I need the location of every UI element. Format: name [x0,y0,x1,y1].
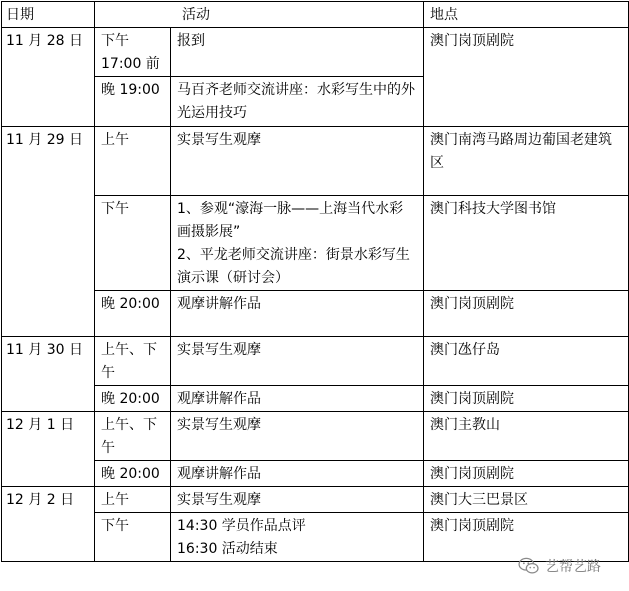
watermark [518,556,601,576]
time-cell: 上午、下午 [95,412,171,461]
table-row [2,291,629,337]
location-cell: 澳门岗顶剧院 [424,386,629,412]
time-cell: 晚 20:00 [95,291,171,337]
watermark-text: 艺帮艺路 [545,559,601,575]
activity-cell: 观摩讲解作品 [171,386,424,412]
table-row [2,196,629,291]
location-cell: 澳门科技大学图书馆 [424,196,629,291]
date-cell: 11 月 30 日 [2,337,95,412]
activity-cell: 马百齐老师交流讲座：水彩写生中的外光运用技巧 [171,77,424,127]
table-row [2,386,629,412]
table-row [2,28,629,77]
time-cell: 晚 20:00 [95,386,171,412]
location-cell: 澳门大三巴景区 [424,487,629,513]
table-row [2,513,629,562]
location-cell: 澳门岗顶剧院 [424,461,629,487]
table-row [2,487,629,513]
location-cell: 澳门南湾马路周边葡国老建筑区 [424,127,629,196]
time-cell: 晚 19:00 [95,77,171,127]
activity-cell: 实景写生观摩 [171,127,424,196]
table-row [2,412,629,461]
activity-cell: 报到 [171,28,424,77]
header-activity: 活动 [95,2,424,28]
activity-line: 14:30 学员作品点评 [177,518,306,534]
activity-cell: 实景写生观摩 [171,337,424,386]
wechat-icon [518,557,540,575]
time-cell: 晚 20:00 [95,461,171,487]
date-cell: 11 月 28 日 [2,28,95,127]
schedule-table [1,1,629,562]
activity-cell: 观摩讲解作品 [171,291,424,337]
activity-cell [171,196,424,291]
table-row [2,337,629,386]
activity-cell: 实景写生观摩 [171,487,424,513]
time-cell: 下午 17:00 前 [95,28,171,77]
activity-cell [171,513,424,562]
location-cell: 澳门主教山 [424,412,629,461]
location-cell: 澳门岗顶剧院 [424,291,629,337]
location-cell: 澳门岗顶剧院 [424,513,629,562]
location-cell: 澳门岗顶剧院 [424,28,629,127]
time-cell: 上午 [95,127,171,196]
activity-cell: 观摩讲解作品 [171,461,424,487]
date-cell: 11 月 29 日 [2,127,95,337]
date-cell: 12 月 1 日 [2,412,95,487]
header-location: 地点 [424,2,629,28]
header-date: 日期 [2,2,95,28]
time-cell: 下午 [95,513,171,562]
activity-cell: 实景写生观摩 [171,412,424,461]
table-row [2,127,629,196]
header-row [2,2,629,28]
activity-line: 2、平龙老师交流讲座：街景水彩写生演示课（研讨会） [177,247,410,286]
activity-line: 1、参观“濠海一脉——上海当代水彩画摄影展” [177,201,404,240]
activity-line: 16:30 活动结束 [177,541,278,557]
time-cell: 上午 [95,487,171,513]
table-row [2,461,629,487]
time-cell: 上午、下午 [95,337,171,386]
location-cell: 澳门氹仔岛 [424,337,629,386]
time-cell: 下午 [95,196,171,291]
date-cell: 12 月 2 日 [2,487,95,562]
